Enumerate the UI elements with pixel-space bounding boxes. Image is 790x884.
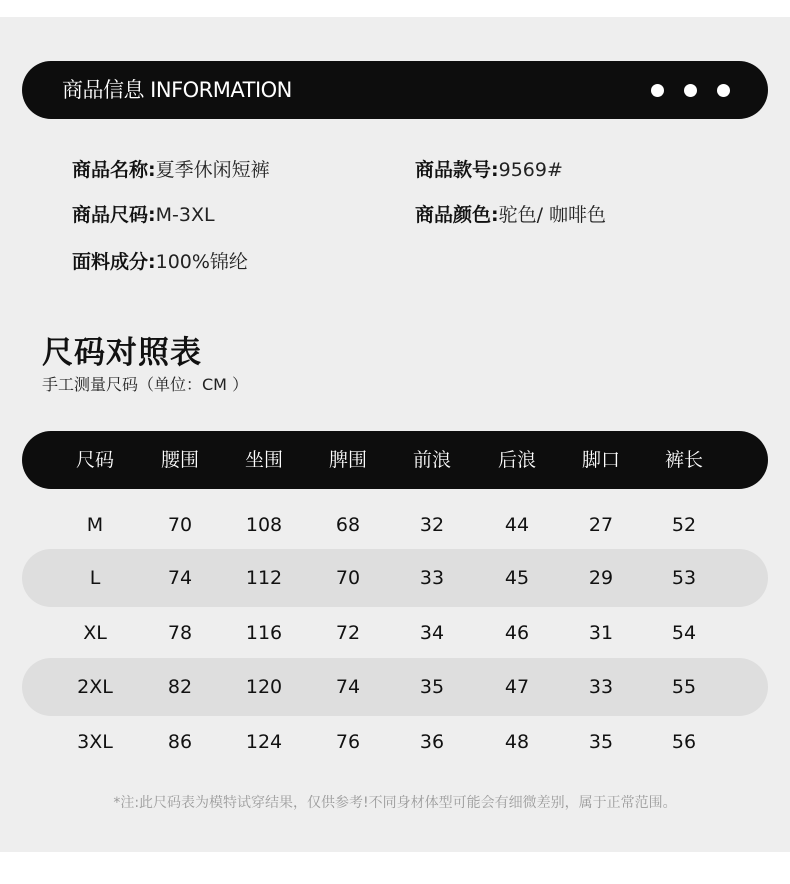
more-dots-icon bbox=[651, 84, 730, 97]
table-cell: 112 bbox=[245, 567, 283, 589]
table-row bbox=[22, 713, 768, 771]
field-value: M-3XL bbox=[155, 204, 215, 226]
field-fabric bbox=[72, 249, 248, 275]
dot-icon bbox=[717, 84, 730, 97]
dot-icon bbox=[684, 84, 697, 97]
header-cell: 裤长 bbox=[664, 449, 703, 471]
field-key: 商品款号: bbox=[415, 159, 499, 181]
table-cell: 52 bbox=[671, 514, 697, 536]
dot-icon bbox=[651, 84, 664, 97]
header-cell: 尺码 bbox=[75, 449, 114, 471]
table-cell: M bbox=[86, 514, 104, 536]
table-cell: 53 bbox=[671, 567, 697, 589]
table-cell: 44 bbox=[504, 514, 530, 536]
table-cell: XL bbox=[83, 622, 107, 644]
field-product-color bbox=[415, 202, 606, 228]
header-cell: 脚口 bbox=[581, 449, 620, 471]
table-cell: 36 bbox=[419, 731, 445, 753]
table-row bbox=[22, 496, 768, 554]
table-cell: 31 bbox=[588, 622, 614, 644]
field-key: 面料成分: bbox=[72, 251, 156, 273]
table-cell: 70 bbox=[335, 567, 361, 589]
info-header-bar bbox=[22, 61, 768, 119]
table-cell: 70 bbox=[167, 514, 193, 536]
table-cell: 45 bbox=[504, 567, 530, 589]
table-cell: 48 bbox=[504, 731, 530, 753]
table-row bbox=[22, 549, 768, 607]
field-value: 驼色/ 咖啡色 bbox=[498, 204, 607, 226]
table-cell: 46 bbox=[504, 622, 530, 644]
table-cell: 35 bbox=[588, 731, 614, 753]
table-cell: 124 bbox=[245, 731, 283, 753]
field-key: 商品尺码: bbox=[72, 204, 156, 226]
table-cell: 54 bbox=[671, 622, 697, 644]
size-chart-note: *注:此尺码表为模特试穿结果，仅供参考!不同身材体型可能会有细微差别，属于正常范围。 bbox=[113, 795, 677, 811]
table-cell: 82 bbox=[167, 676, 193, 698]
field-value: 夏季休闲短裤 bbox=[155, 159, 270, 181]
table-cell: 74 bbox=[167, 567, 193, 589]
table-row bbox=[22, 604, 768, 662]
field-style-number bbox=[415, 157, 563, 183]
header-cell: 腰围 bbox=[160, 449, 199, 471]
field-product-size bbox=[72, 202, 215, 228]
table-cell: 33 bbox=[419, 567, 445, 589]
table-cell: 78 bbox=[167, 622, 193, 644]
header-cell: 脾围 bbox=[328, 449, 367, 471]
size-chart-subtitle: 手工测量尺码（单位：CM ） bbox=[42, 375, 249, 394]
table-cell: 72 bbox=[335, 622, 361, 644]
field-value: 100%锦纶 bbox=[155, 251, 248, 273]
info-header-title: 商品信息 INFORMATION bbox=[62, 78, 292, 102]
field-value: 9569# bbox=[498, 159, 563, 181]
size-chart-title: 尺码对照表 bbox=[42, 335, 202, 371]
size-table-header bbox=[22, 431, 768, 489]
table-cell: 108 bbox=[245, 514, 283, 536]
table-cell: 116 bbox=[245, 622, 283, 644]
table-cell: 47 bbox=[504, 676, 530, 698]
table-cell: 32 bbox=[419, 514, 445, 536]
table-cell: 33 bbox=[588, 676, 614, 698]
table-cell: 34 bbox=[419, 622, 445, 644]
table-cell: 56 bbox=[671, 731, 697, 753]
header-cell: 坐围 bbox=[244, 449, 283, 471]
table-cell: 3XL bbox=[77, 731, 113, 753]
table-cell: 35 bbox=[419, 676, 445, 698]
table-cell: L bbox=[89, 567, 101, 589]
table-cell: 68 bbox=[335, 514, 361, 536]
table-cell: 120 bbox=[245, 676, 283, 698]
table-row bbox=[22, 658, 768, 716]
field-product-name bbox=[72, 157, 270, 183]
table-cell: 27 bbox=[588, 514, 614, 536]
header-cell: 前浪 bbox=[412, 449, 451, 471]
table-cell: 55 bbox=[671, 676, 697, 698]
table-cell: 76 bbox=[335, 731, 361, 753]
table-cell: 29 bbox=[588, 567, 614, 589]
product-info-sheet bbox=[0, 17, 790, 852]
header-cell: 后浪 bbox=[497, 449, 536, 471]
table-cell: 74 bbox=[335, 676, 361, 698]
field-key: 商品颜色: bbox=[415, 204, 499, 226]
table-cell: 2XL bbox=[77, 676, 113, 698]
table-cell: 86 bbox=[167, 731, 193, 753]
field-key: 商品名称: bbox=[72, 159, 156, 181]
